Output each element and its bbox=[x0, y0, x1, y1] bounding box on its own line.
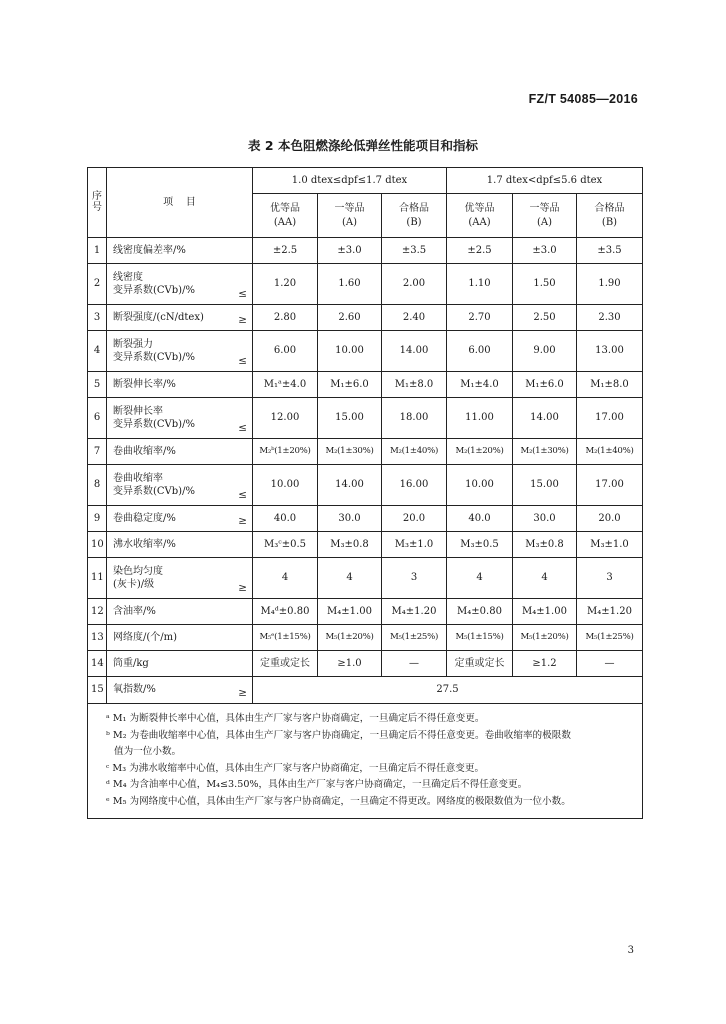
value-cell: 20.0 bbox=[577, 506, 643, 532]
table-row bbox=[88, 465, 643, 506]
row-number: 9 bbox=[88, 506, 107, 532]
grade-header bbox=[253, 194, 318, 238]
table-title: 表 2 本色阻燃涤纶低弹丝性能项目和指标 bbox=[248, 138, 478, 153]
value-cell: 14.00 bbox=[318, 465, 382, 506]
value-cell: 14.00 bbox=[382, 331, 447, 372]
value-cell: 12.00 bbox=[253, 398, 318, 439]
grade-header bbox=[318, 194, 382, 238]
row-item-label: 断裂强力 bbox=[113, 338, 153, 350]
row-item bbox=[107, 264, 253, 305]
row-number: 3 bbox=[88, 305, 107, 331]
header-group-2: 1.7 dtex<dpf≤5.6 dtex bbox=[447, 168, 643, 194]
row-number: 14 bbox=[88, 651, 107, 677]
value-cell: 30.0 bbox=[318, 506, 382, 532]
row-item-label: 断裂伸长率/% bbox=[113, 378, 176, 390]
value-cell: 15.00 bbox=[318, 398, 382, 439]
row-item bbox=[107, 372, 253, 398]
row-number: 13 bbox=[88, 625, 107, 651]
table-row bbox=[88, 372, 643, 398]
value-cell: 3 bbox=[382, 558, 447, 599]
table-row bbox=[88, 238, 643, 264]
row-comparator: ≤ bbox=[238, 421, 247, 434]
value-cell: M₅(1±15%) bbox=[447, 625, 513, 651]
table-row bbox=[88, 331, 643, 372]
row-item-label: 线密度 bbox=[113, 271, 143, 283]
value-cell: M₁±8.0 bbox=[577, 372, 643, 398]
value-cell: M₄ᵈ±0.80 bbox=[253, 599, 318, 625]
row-item-label: 线密度偏差率/% bbox=[113, 244, 186, 256]
row-item bbox=[107, 625, 253, 651]
row-number: 11 bbox=[88, 558, 107, 599]
table-row bbox=[88, 599, 643, 625]
value-cell: 2.50 bbox=[513, 305, 577, 331]
table-row bbox=[88, 651, 643, 677]
value-cell: 15.00 bbox=[513, 465, 577, 506]
value-cell: M₃±1.0 bbox=[382, 532, 447, 558]
value-cell: M₁ᵃ±4.0 bbox=[253, 372, 318, 398]
table-row bbox=[88, 439, 643, 465]
oxygen-index-value: 27.5 bbox=[253, 677, 643, 704]
header-item bbox=[107, 168, 253, 238]
value-cell: M₅(1±20%) bbox=[318, 625, 382, 651]
value-cell: 40.0 bbox=[447, 506, 513, 532]
value-cell: 4 bbox=[513, 558, 577, 599]
row-item bbox=[107, 439, 253, 465]
row-comparator: ≥ bbox=[238, 313, 247, 326]
row-number: 5 bbox=[88, 372, 107, 398]
note-c: ᶜ M₃ 为沸水收缩率中心值，具体由生产厂家与客户协商确定，一旦确定后不得任意变更。 bbox=[106, 762, 485, 774]
row-number: 1 bbox=[88, 238, 107, 264]
page-number: 3 bbox=[627, 945, 634, 956]
value-cell: ±3.5 bbox=[577, 238, 643, 264]
grade-code: (B) bbox=[406, 216, 422, 228]
value-cell: 10.00 bbox=[318, 331, 382, 372]
value-cell: 10.00 bbox=[447, 465, 513, 506]
value-cell: 9.00 bbox=[513, 331, 577, 372]
row-item bbox=[107, 465, 253, 506]
grade-code: (AA) bbox=[273, 216, 297, 228]
value-cell: ±2.5 bbox=[253, 238, 318, 264]
note-a: ᵃ M₁ 为断裂伸长率中心值，具体由生产厂家与客户协商确定，一旦确定后不得任意变更。 bbox=[106, 713, 485, 724]
value-cell: 1.20 bbox=[253, 264, 318, 305]
notes-cell bbox=[88, 704, 643, 819]
row-item-sublabel: 变异系数(CVb)/% bbox=[113, 419, 195, 430]
value-cell: M₂(1±30%) bbox=[318, 439, 382, 465]
row-item bbox=[107, 398, 253, 439]
value-cell: 定重或定长 bbox=[447, 651, 513, 677]
row-item-sublabel: 变异系数(CVb)/% bbox=[113, 352, 195, 363]
grade-header bbox=[577, 194, 643, 238]
value-cell: 2.30 bbox=[577, 305, 643, 331]
row-item-label: 染色均匀度 bbox=[113, 565, 163, 577]
value-cell: 11.00 bbox=[447, 398, 513, 439]
table-row bbox=[88, 532, 643, 558]
row-item-sublabel: (灰卡)/级 bbox=[113, 579, 155, 590]
grade-code: (A) bbox=[536, 216, 553, 228]
value-cell: M₁±8.0 bbox=[382, 372, 447, 398]
value-cell: M₅(1±25%) bbox=[382, 625, 447, 651]
value-cell: 2.00 bbox=[382, 264, 447, 305]
grade-name: 合格品 bbox=[399, 203, 429, 214]
table-row bbox=[88, 264, 643, 305]
table-row bbox=[88, 625, 643, 651]
note-b: ᵇ M₂ 为卷曲收缩率中心值，具体由生产厂家与客户协商确定，一旦确定后不得任意变更。卷曲收缩率的极限数 bbox=[106, 729, 571, 741]
row-item-label: 断裂伸长率 bbox=[113, 405, 163, 417]
value-cell: M₂(1±20%) bbox=[447, 439, 513, 465]
row-item bbox=[107, 532, 253, 558]
value-cell: M₃±0.8 bbox=[318, 532, 382, 558]
grade-name: 优等品 bbox=[270, 203, 300, 214]
value-cell: 1.50 bbox=[513, 264, 577, 305]
value-cell: M₁±6.0 bbox=[513, 372, 577, 398]
row-item bbox=[107, 506, 253, 532]
value-cell: M₅(1±25%) bbox=[577, 625, 643, 651]
grade-header bbox=[382, 194, 447, 238]
value-cell: M₂ᵇ(1±20%) bbox=[253, 439, 318, 465]
value-cell: ±3.0 bbox=[318, 238, 382, 264]
value-cell: M₄±0.80 bbox=[447, 599, 513, 625]
value-cell: 30.0 bbox=[513, 506, 577, 532]
row-item-label: 氧指数/% bbox=[113, 684, 156, 696]
row-item-sublabel: 变异系数(CVb)/% bbox=[113, 486, 195, 497]
value-cell: 4 bbox=[318, 558, 382, 599]
value-cell: M₄±1.00 bbox=[513, 599, 577, 625]
note-d: ᵈ M₄ 为含油率中心值，M₄≤3.50%，具体由生产厂家与客户协商确定，一旦确定后不得任意变更。 bbox=[106, 779, 528, 790]
table-row bbox=[88, 398, 643, 439]
value-cell: 17.00 bbox=[577, 398, 643, 439]
row-item bbox=[107, 558, 253, 599]
row-item bbox=[107, 238, 253, 264]
value-cell: 4 bbox=[447, 558, 513, 599]
spec-table bbox=[87, 167, 643, 819]
value-cell: 3 bbox=[577, 558, 643, 599]
standard-code: FZ/T 54085—2016 bbox=[528, 92, 638, 106]
row-number: 12 bbox=[88, 599, 107, 625]
row-item-label: 卷曲收缩率 bbox=[113, 472, 163, 484]
row-item bbox=[107, 305, 253, 331]
row-item bbox=[107, 677, 253, 704]
value-cell: 2.60 bbox=[318, 305, 382, 331]
value-cell: — bbox=[382, 651, 447, 677]
value-cell: ±3.5 bbox=[382, 238, 447, 264]
value-cell: 17.00 bbox=[577, 465, 643, 506]
notes-row bbox=[88, 704, 643, 819]
row-item-label: 网络度/(个/m) bbox=[113, 631, 178, 643]
value-cell: 4 bbox=[253, 558, 318, 599]
value-cell: M₁±6.0 bbox=[318, 372, 382, 398]
header-seq bbox=[88, 168, 107, 238]
value-cell: M₂(1±30%) bbox=[513, 439, 577, 465]
row-number: 8 bbox=[88, 465, 107, 506]
row-item bbox=[107, 599, 253, 625]
row-comparator: ≤ bbox=[238, 354, 247, 367]
value-cell: M₂(1±40%) bbox=[382, 439, 447, 465]
row-comparator: ≥ bbox=[238, 686, 247, 699]
value-cell: M₅ᵉ(1±15%) bbox=[253, 625, 318, 651]
row-item-label: 沸水收缩率/% bbox=[113, 538, 176, 550]
value-cell: 2.80 bbox=[253, 305, 318, 331]
row-comparator: ≥ bbox=[238, 581, 247, 594]
value-cell: M₅(1±20%) bbox=[513, 625, 577, 651]
value-cell: M₃±0.8 bbox=[513, 532, 577, 558]
grade-code: (A) bbox=[341, 216, 358, 228]
table-body bbox=[88, 238, 643, 677]
value-cell: 1.10 bbox=[447, 264, 513, 305]
value-cell: 2.70 bbox=[447, 305, 513, 331]
value-cell: 6.00 bbox=[447, 331, 513, 372]
value-cell: M₃±0.5 bbox=[447, 532, 513, 558]
table-row bbox=[88, 677, 643, 704]
table-row bbox=[88, 305, 643, 331]
value-cell: M₄±1.20 bbox=[382, 599, 447, 625]
value-cell: 14.00 bbox=[513, 398, 577, 439]
value-cell: 定重或定长 bbox=[253, 651, 318, 677]
grade-name: 一等品 bbox=[529, 203, 560, 214]
value-cell: 20.0 bbox=[382, 506, 447, 532]
row-item-sublabel: 变异系数(CVb)/% bbox=[113, 285, 195, 296]
value-cell: M₄±1.20 bbox=[577, 599, 643, 625]
grade-header bbox=[513, 194, 577, 238]
row-item-label: 筒重/kg bbox=[113, 657, 149, 669]
value-cell: ≥1.0 bbox=[318, 651, 382, 677]
value-cell: 1.90 bbox=[577, 264, 643, 305]
value-cell: M₄±1.00 bbox=[318, 599, 382, 625]
value-cell: M₃±1.0 bbox=[577, 532, 643, 558]
value-cell: M₂(1±40%) bbox=[577, 439, 643, 465]
row-item-label: 含油率/% bbox=[113, 605, 156, 617]
note-e: ᵉ M₅ 为网络度中心值，具体由生产厂家与客户协商确定，一旦确定不得更改。网络度的极限数值为一位小数。 bbox=[106, 795, 571, 807]
row-item-label: 卷曲稳定度/% bbox=[113, 512, 176, 524]
row-comparator: ≥ bbox=[238, 514, 247, 527]
value-cell: — bbox=[577, 651, 643, 677]
row-number: 15 bbox=[88, 677, 107, 704]
row-number: 7 bbox=[88, 439, 107, 465]
grade-name: 一等品 bbox=[334, 203, 365, 214]
row-number: 6 bbox=[88, 398, 107, 439]
row-item bbox=[107, 651, 253, 677]
value-cell: 16.00 bbox=[382, 465, 447, 506]
header-group-1: 1.0 dtex≤dpf≤1.7 dtex bbox=[253, 168, 447, 194]
header-item-label: 项 目 bbox=[163, 196, 196, 208]
value-cell: M₃ᶜ±0.5 bbox=[253, 532, 318, 558]
value-cell: 2.40 bbox=[382, 305, 447, 331]
grade-name: 优等品 bbox=[464, 203, 495, 214]
spec-table-container bbox=[87, 167, 642, 819]
value-cell: M₁±4.0 bbox=[447, 372, 513, 398]
value-cell: 13.00 bbox=[577, 331, 643, 372]
header-seq-label: 序号 bbox=[92, 190, 102, 213]
grade-code: (B) bbox=[601, 216, 618, 228]
value-cell: ±3.0 bbox=[513, 238, 577, 264]
value-cell: 1.60 bbox=[318, 264, 382, 305]
value-cell: 40.0 bbox=[253, 506, 318, 532]
grade-code: (AA) bbox=[468, 216, 491, 228]
table-row bbox=[88, 506, 643, 532]
value-cell: 6.00 bbox=[253, 331, 318, 372]
value-cell: 18.00 bbox=[382, 398, 447, 439]
grade-name: 合格品 bbox=[594, 203, 625, 214]
row-comparator: ≤ bbox=[238, 287, 247, 300]
row-number: 10 bbox=[88, 532, 107, 558]
row-comparator: ≤ bbox=[238, 488, 247, 501]
row-item-label: 卷曲收缩率/% bbox=[113, 445, 176, 457]
table-row bbox=[88, 558, 643, 599]
grade-header bbox=[447, 194, 513, 238]
row-number: 2 bbox=[88, 264, 107, 305]
value-cell: ≥1.2 bbox=[513, 651, 577, 677]
value-cell: ±2.5 bbox=[447, 238, 513, 264]
value-cell: 10.00 bbox=[253, 465, 318, 506]
row-item bbox=[107, 331, 253, 372]
row-number: 4 bbox=[88, 331, 107, 372]
note-b-cont: 值为一位小数。 bbox=[114, 746, 182, 757]
row-item-label: 断裂强度/(cN/dtex) bbox=[113, 311, 204, 323]
